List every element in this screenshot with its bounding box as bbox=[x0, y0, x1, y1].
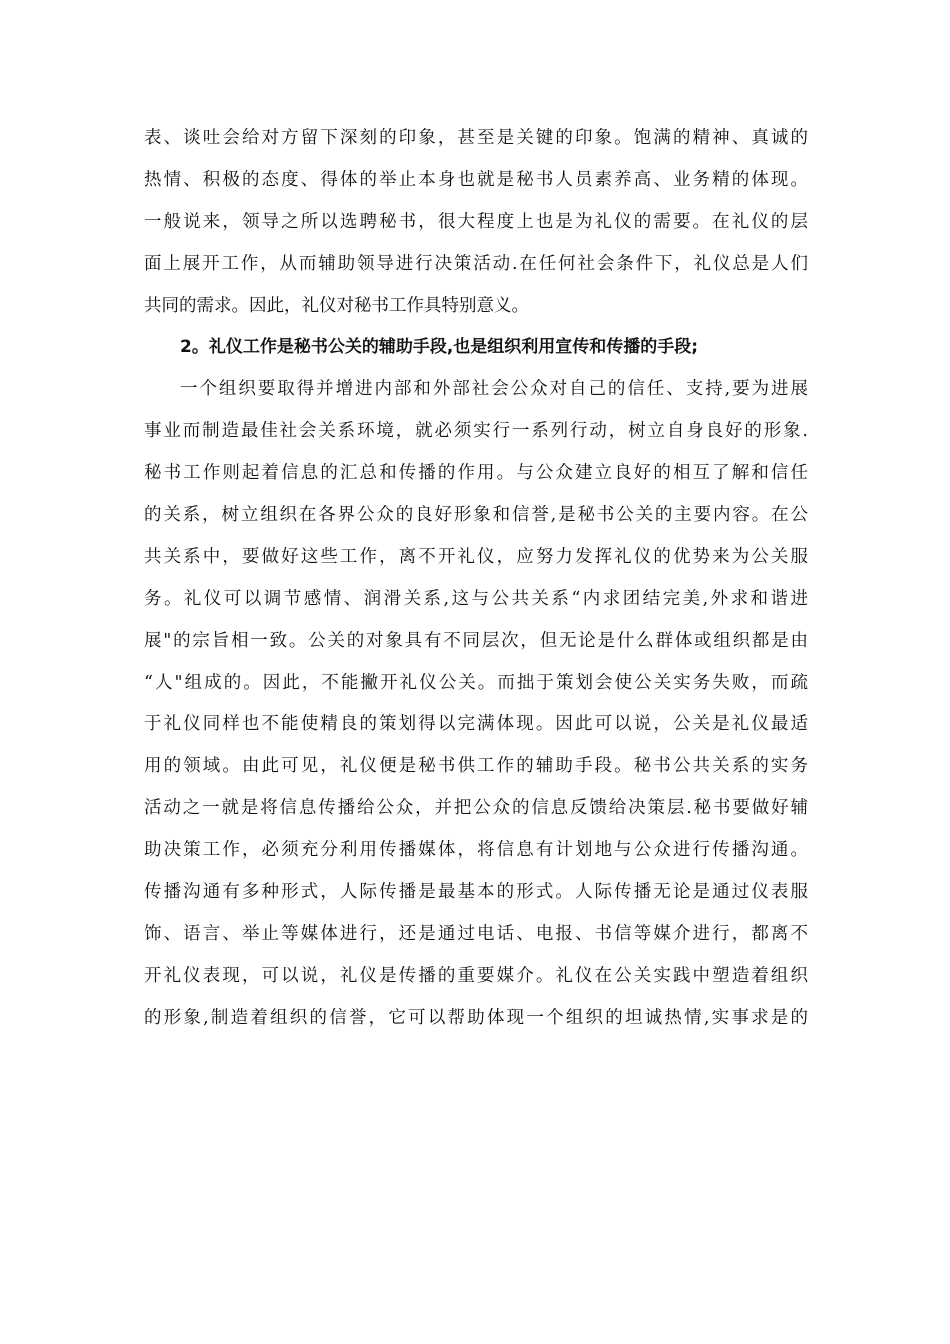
paragraph-line: 面上展开工作，从而辅助领导进行决策活动.在任何社会条件下，礼仪总是人们 bbox=[144, 253, 808, 274]
section-heading: 2。礼仪工作是秘书公关的辅助手段,也是组织利用宣传和传播的手段; bbox=[180, 337, 699, 358]
paragraph-line: 热情、积极的态度、得体的举止本身也就是秘书人员素养高、业务精的体现。 bbox=[144, 169, 808, 190]
paragraph-line: 一个组织要取得并增进内部和外部社会公众对自己的信任、支持,要为进展 bbox=[180, 379, 808, 400]
paragraph-line: 事业而制造最佳社会关系环境，就必须实行一系列行动，树立自身良好的形象. bbox=[144, 421, 808, 442]
paragraph-line: 开礼仪表现，可以说，礼仪是传播的重要媒介。礼仪在公关实践中塑造着组织 bbox=[144, 965, 808, 986]
paragraph-line: 共同的需求。因此，礼仪对秘书工作具特别意义。 bbox=[144, 295, 529, 316]
paragraph-line: 用的领域。由此可见，礼仪便是秘书供工作的辅助手段。秘书公共关系的实务 bbox=[144, 756, 808, 777]
paragraph-line: 于礼仪同样也不能使精良的策划得以完满体现。因此可以说，公关是礼仪最适 bbox=[144, 714, 808, 735]
paragraph-line: 的关系，树立组织在各界公众的良好形象和信誉,是秘书公关的主要内容。在公 bbox=[144, 505, 808, 526]
paragraph-line: 秘书工作则起着信息的汇总和传播的作用。与公众建立良好的相互了解和信任 bbox=[144, 463, 808, 484]
paragraph-line: 的形象,制造着组织的信誉，它可以帮助体现一个组织的坦诚热情,实事求是的 bbox=[144, 1007, 808, 1028]
paragraph-line: 一般说来，领导之所以选聘秘书，很大程度上也是为礼仪的需要。在礼仪的层 bbox=[144, 211, 808, 232]
paragraph-line: 助决策工作，必须充分利用传播媒体，将信息有计划地与公众进行传播沟通。 bbox=[144, 840, 808, 861]
paragraph-line: 展"的宗旨相一致。公关的对象具有不同层次，但无论是什么群体或组织都是由 bbox=[144, 630, 808, 651]
paragraph-line: “人"组成的。因此，不能撇开礼仪公关。而拙于策划会使公关实务失败，而疏 bbox=[144, 672, 808, 693]
paragraph-line: 务。礼仪可以调节感情、润滑关系,这与公共关系“内求团结完美,外求和谐进 bbox=[144, 588, 808, 609]
paragraph-line: 活动之一就是将信息传播给公众，并把公众的信息反馈给决策层.秘书要做好辅 bbox=[144, 798, 808, 819]
document-body bbox=[144, 118, 808, 1040]
paragraph-line: 共关系中，要做好这些工作，离不开礼仪，应努力发挥礼仪的优势来为公关服 bbox=[144, 546, 808, 567]
paragraph-line: 饰、语言、举止等媒体进行，还是通过电话、电报、书信等媒介进行，都离不 bbox=[144, 923, 808, 944]
paragraph-line: 表、谈吐会给对方留下深刻的印象，甚至是关键的印象。饱满的精神、真诚的 bbox=[144, 128, 808, 148]
paragraph-line: 传播沟通有多种形式，人际传播是最基本的形式。人际传播无论是通过仪表服 bbox=[144, 882, 808, 903]
